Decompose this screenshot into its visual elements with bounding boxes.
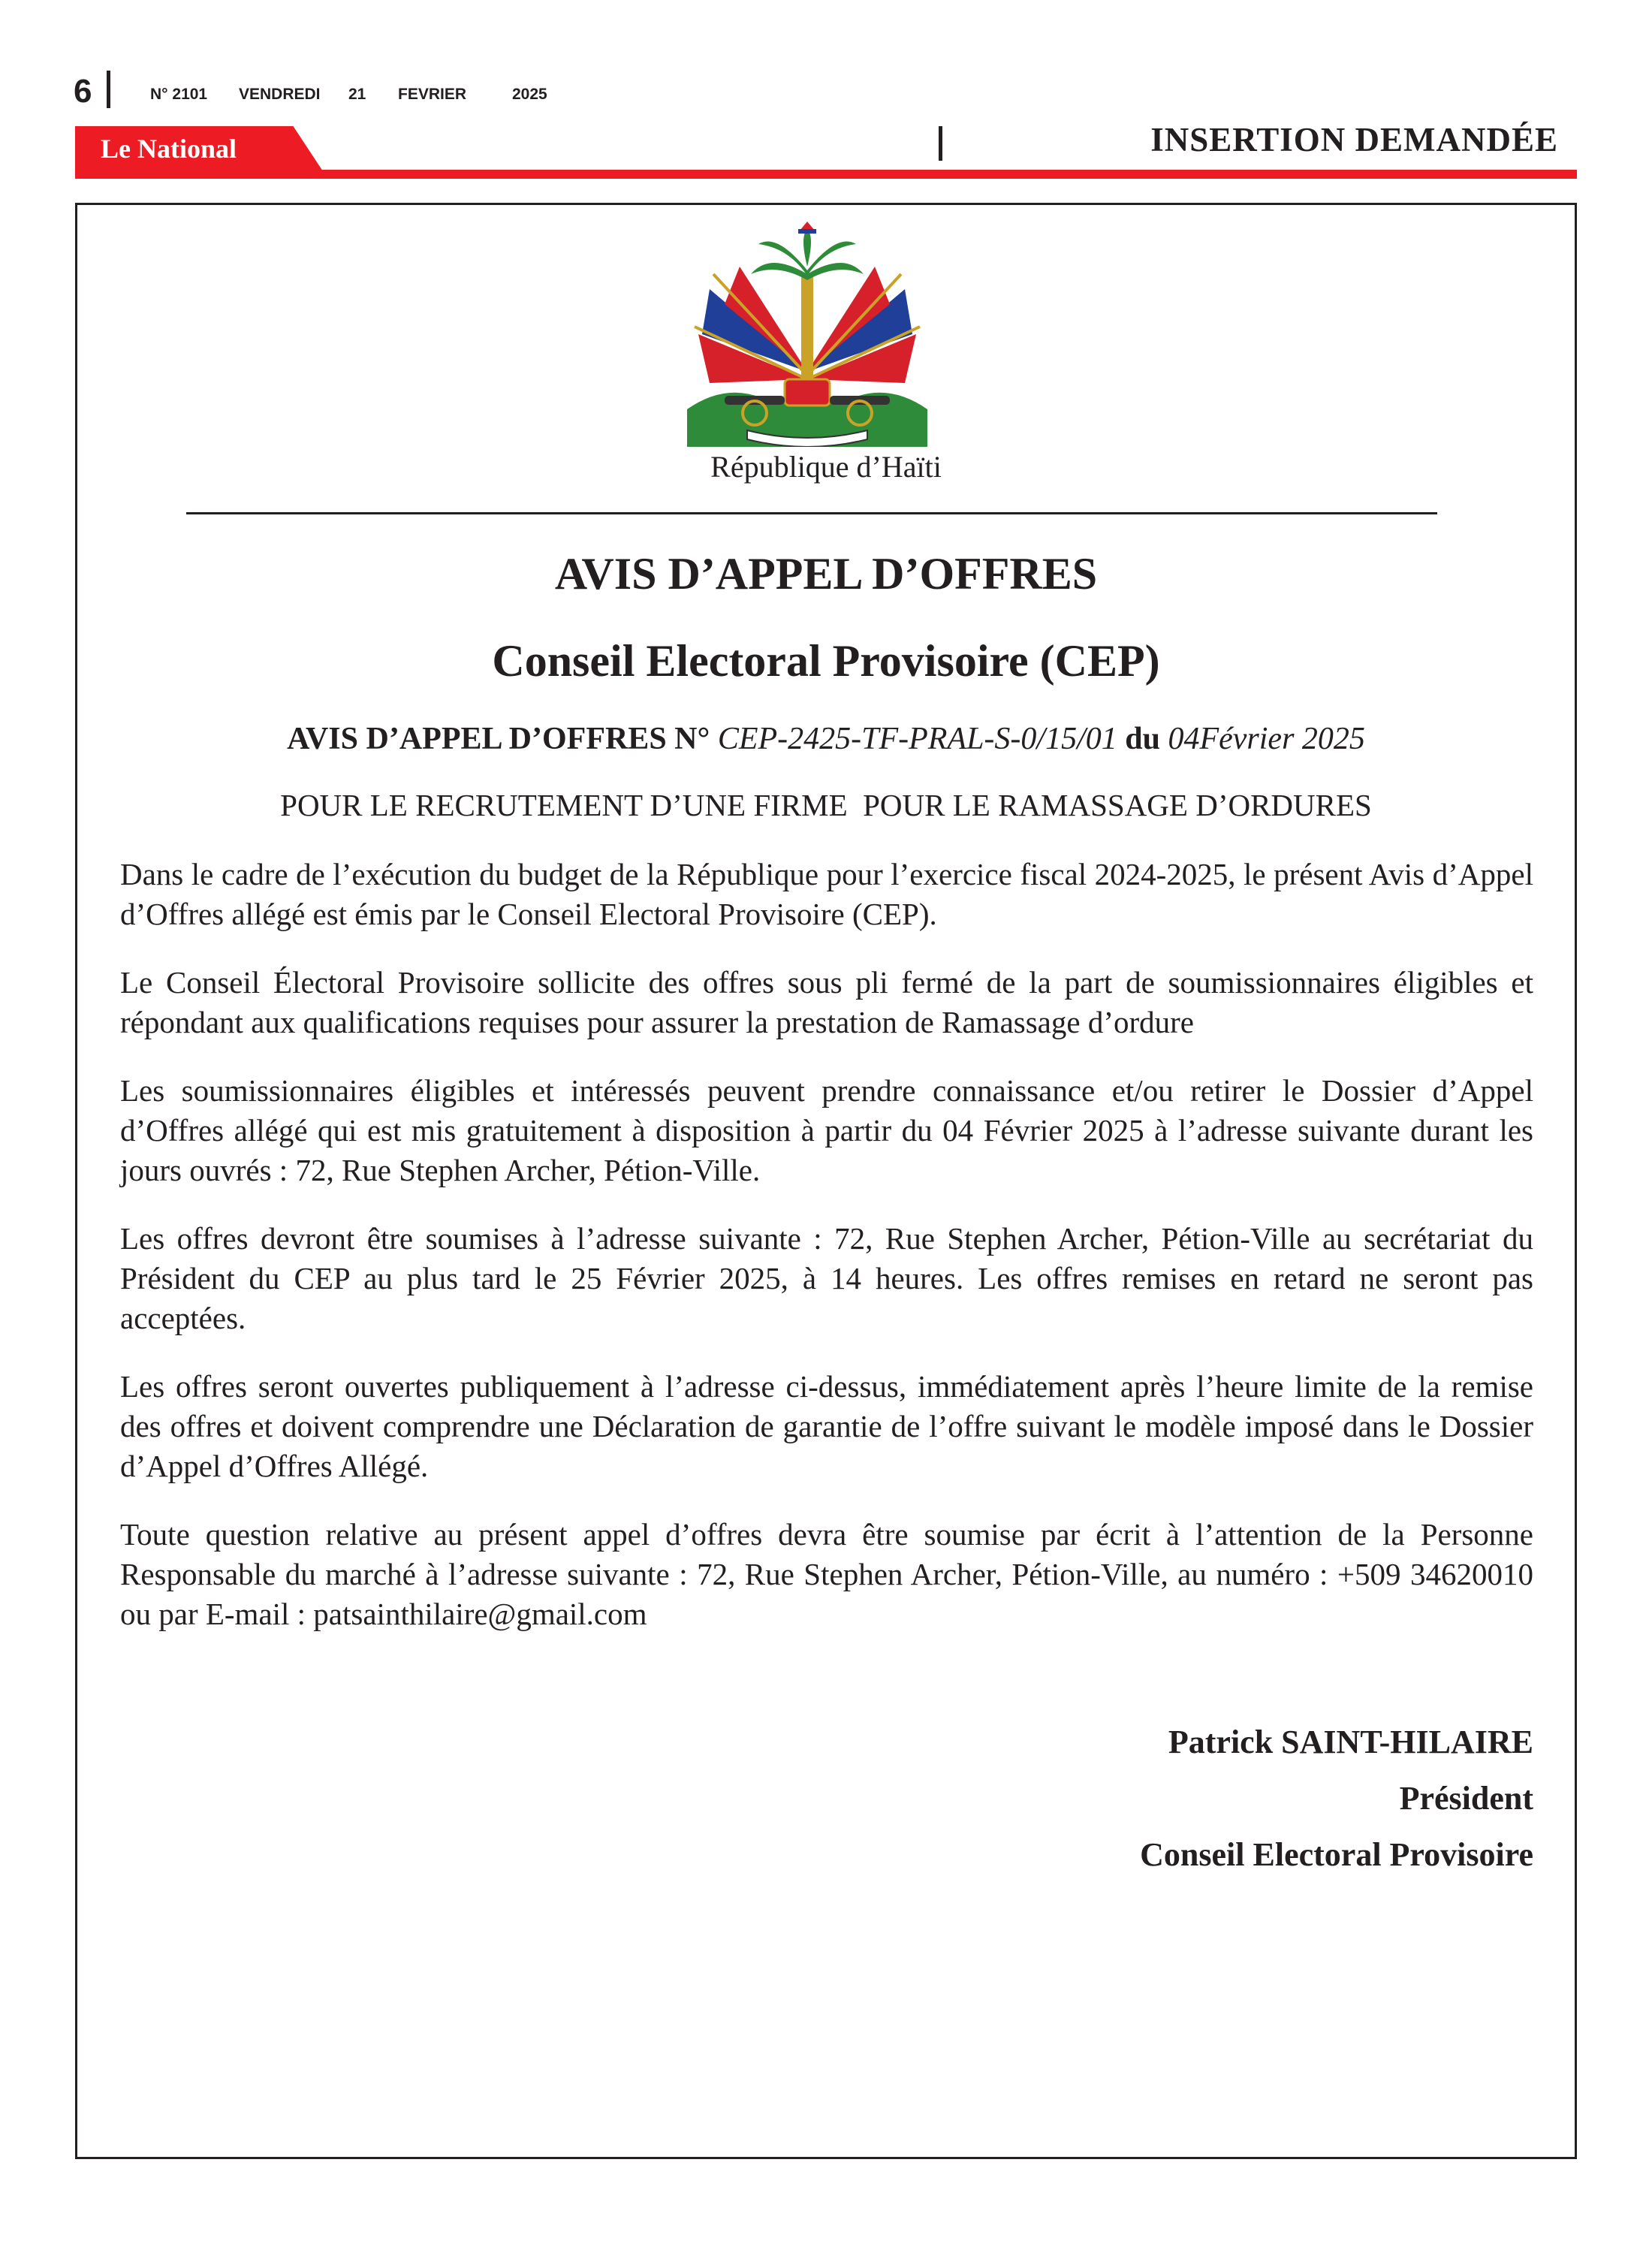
notice-purpose: POUR LE RECRUTEMENT D’UNE FIRME POUR LE RAMASSAGE D’ORDURES [280,788,1372,822]
reference-date: 04Février 2025 [1168,722,1365,756]
masthead-rule [75,170,1577,179]
issue-year: 2025 [512,86,547,103]
notice-body [120,855,1533,1663]
reference-line [0,721,1652,757]
reference-number: CEP-2425-TF-PRAL-S-0/15/01 [717,722,1117,756]
issue-day: 21 [348,86,366,103]
signatory-name: Patrick SAINT-HILAIRE [1168,1724,1533,1760]
reference-du: du [1125,722,1160,756]
notice-issuer: Conseil Electoral Provisoire (CEP) [492,636,1160,686]
page-number-divider [107,71,110,108]
section-divider [939,126,942,161]
section-title: INSERTION DEMANDÉE [1150,121,1558,158]
paragraph: Les offres seront ouvertes publiquement à l’adresse ci-dessus, immédiatement après l’heure limite de la remise des offres et doivent comprendre une Déclaration de garantie de l’offre suivant le modèle imposé dans le Dossier d’Appel d’Offres Allégé. [120,1369,1533,1483]
signatory-role: Président [1399,1780,1533,1817]
paragraph: Toute question relative au présent appel d’offres devra être soumise par écrit à l’attention de la Personne Responsable du marché à l’adresse suivante : 72, Rue Stephen Archer, Pétion-Ville, au numéro : +509 34620010 ou par E-mail : patsainthilaire@gmail.com [120,1517,1533,1631]
paragraph: Dans le cadre de l’exécution du budget de la République pour l’exercice fiscal 2024-2025, le présent Avis d’Appel d’Offres allégé est émis par le Conseil Electoral Provisoire (CEP). [120,857,1533,931]
newspaper-logo: Le National [101,134,237,164]
paragraph: Les offres devront être soumises à l’adresse suivante : 72, Rue Stephen Archer, Pétion-Ville au secrétariat du Président du CEP au plus tard le 25 Février 2025, à 14 heures. Les offres remises en retard ne seront pas acceptées. [120,1221,1533,1335]
reference-prefix: AVIS D’APPEL D’OFFRES N° [287,722,710,756]
page-number: 6 [74,73,92,110]
issue-line [150,86,547,104]
signatory-org: Conseil Electoral Provisoire [1140,1836,1533,1873]
paragraph: Les soumissionnaires éligibles et intéressés peuvent prendre connaissance et/ou retirer le Dossier d’Appel d’Offres allégé qui est mis gratuitement à disposition à partir du 04 Février 2025 à l’adresse suivante durant les jours ouvrés : 72, Rue Stephen Archer, Pétion-Ville. [120,1073,1533,1187]
header-rule [186,512,1437,514]
issue-number: N° 2101 [150,86,208,103]
coat-of-arms-icon [680,222,935,447]
paragraph: Le Conseil Électoral Provisoire sollicite des offres sous pli fermé de la part de soumissionnaires éligibles et répondant aux qualifications requises pour assurer la prestation de Ramassage d’ordure [120,965,1533,1039]
republic-caption: République d’Haïti [710,450,942,484]
issue-weekday: VENDREDI [239,86,321,103]
signature-block [1140,1714,1533,1883]
issue-month: FEVRIER [398,86,467,103]
notice-title: AVIS D’APPEL D’OFFRES [554,549,1098,599]
